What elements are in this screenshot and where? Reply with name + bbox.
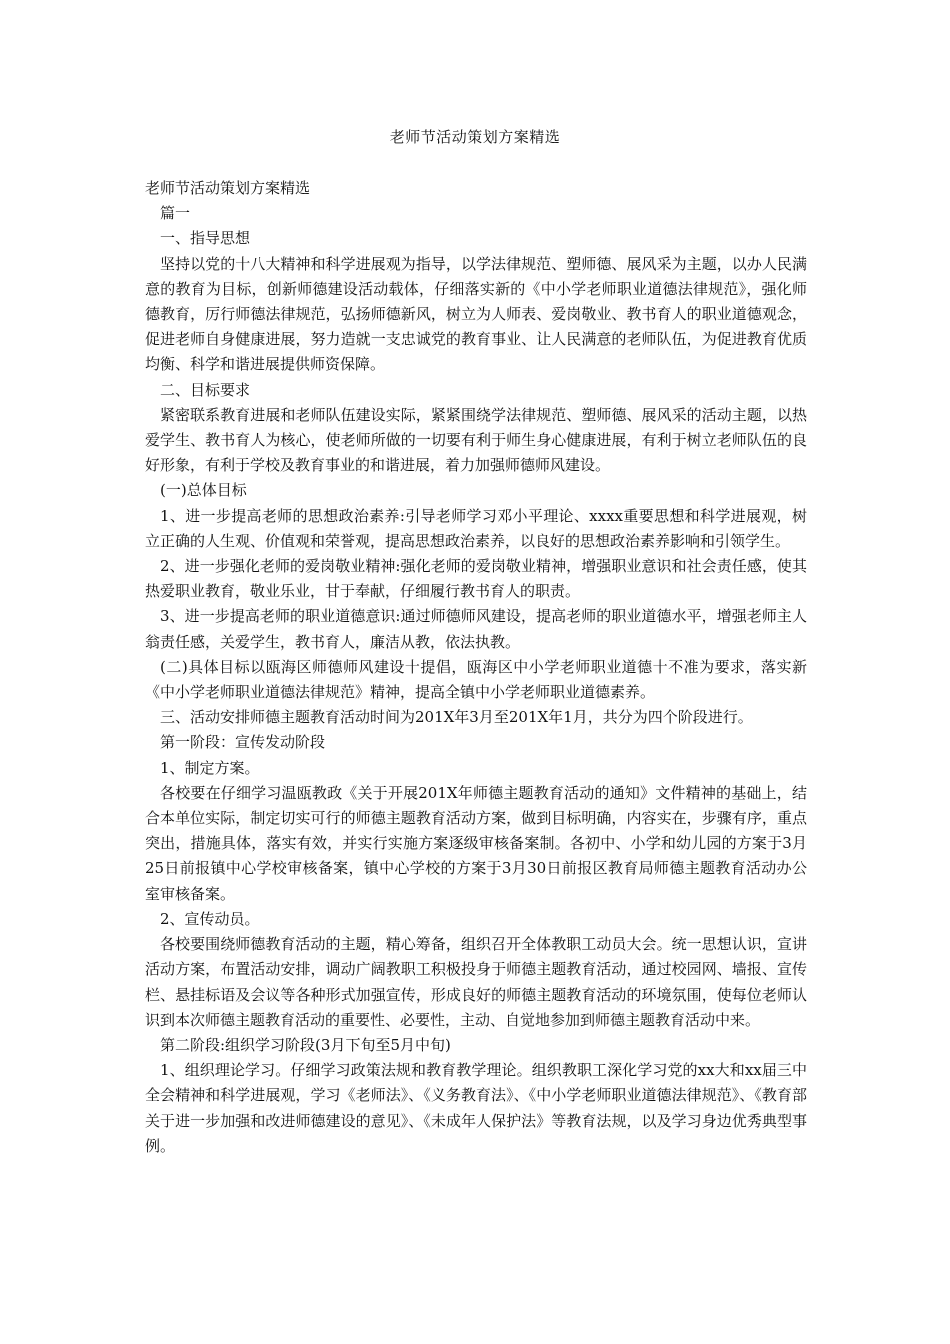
body-paragraph: 各校要在仔细学习温瓯教政《关于开展201X年师德主题教育活动的通知》文件精神的基础上，结合本单位实际，制定切实可行的师德主题教育活动方案，做到目标明确，内容实在，步骤有序，重点突出，措施具体，落实有效，并实行实施方案逐级审核备案制。各初中、小学和幼儿园的方案于3月25日前报镇中心学校审核备案，镇中心学校的方案于3月30日前报区教育局师德主题教育活动办公室审核备案。 (145, 783, 807, 903)
phase-heading: 第二阶段:组织学习阶段(3月下旬至5月中旬) (160, 1035, 451, 1054)
document-body (145, 176, 807, 1159)
section-heading: 二、目标要求 (160, 380, 251, 399)
body-paragraph: 紧密联系教育进展和老师队伍建设实际，紧紧围绕学法律规范、塑师德、展风采的活动主题，以热爱学生、教书育人为核心，使老师所做的一切要有利于师生身心健康进展，有利于树立老师队伍的良好形象，有利于学校及教育事业的和谐进展，着力加强师德师风建设。 (145, 405, 807, 475)
item-heading: 2、宣传动员。 (160, 909, 260, 928)
body-paragraph: (二)具体目标以瓯海区师德师风建设十提倡，瓯海区中小学老师职业道德十不准为要求，落实新《中小学老师职业道德法律规范》精神，提高全镇中小学老师职业道德素养。 (145, 657, 807, 702)
phase-heading: 第一阶段：宣传发动阶段 (160, 733, 326, 752)
body-paragraph: 2、进一步强化老师的爱岗敬业精神:强化老师的爱岗敬业精神，增强职业意识和社会责任感，使其热爱职业教育，敬业乐业，甘于奉献，仔细履行教书育人的职责。 (145, 557, 807, 601)
body-paragraph: 3、进一步提高老师的职业道德意识:通过师德师风建设，提高老师的职业道德水平，增强老师主人翁责任感，关爱学生，教书育人，廉洁从教，依法执教。 (145, 607, 807, 651)
document-title: 老师节活动策划方案精选 (389, 128, 561, 146)
body-paragraph: 1、进一步提高老师的思想政治素养:引导老师学习邓小平理论、xxxx重要思想和科学进展观，树立正确的人生观、价值观和荣誉观，提高思想政治素养，以良好的思想政治素养影响和引领学生。 (145, 506, 807, 550)
body-paragraph: 1、组织理论学习。仔细学习政策法规和教育教学理论。组织教职工深化学习党的xx大和xx届三中全会精神和科学进展观，学习《老师法》、《义务教育法》、《中小学老师职业道德法律规范》、《教育部关于进一步加强和改进师德建设的意见》、《未成年人保护法》等教育法规，以及学习身边优秀典型事例。 (145, 1061, 807, 1155)
section-heading: 一、指导思想 (160, 229, 251, 248)
item-heading: 1、制定方案。 (160, 758, 260, 777)
subsection-heading: (一)总体目标 (160, 481, 247, 500)
paragraph-heading: 老师节活动策划方案精选 (145, 179, 311, 197)
section-label: 篇一 (160, 204, 191, 223)
body-paragraph: 坚持以党的十八大精神和科学进展观为指导，以学法律规范、塑师德、展风采为主题，以办人民满意的教育为目标，创新师德建设活动载体，仔细落实新的《中小学老师职业道德法律规范》，强化师德教育，厉行师德法律规范，弘扬师德新风，树立为人师表、爱岗敬业、教书育人的职业道德观念，促进老师自身健康进展，努力造就一支忠诚党的教育事业、让人民满意的老师队伍，为促进教育优质均衡、科学和谐进展提供师资保障。 (145, 254, 807, 374)
body-paragraph: 各校要围绕师德教育活动的主题，精心筹备，组织召开全体教职工动员大会。统一思想认识，宣讲活动方案，布置活动安排，调动广阔教职工积极投身于师德主题教育活动，通过校园网、墙报、宣传栏、悬挂标语及会议等各种形式加强宣传，形成良好的师德主题教育活动的环境氛围，使每位老师认识到本次师德主题教育活动的重要性、必要性，主动、自觉地参加到师德主题教育活动中来。 (145, 935, 807, 1029)
body-paragraph: 三、活动安排师德主题教育活动时间为201X年3月至201X年1月，共分为四个阶段进行。 (160, 708, 753, 727)
